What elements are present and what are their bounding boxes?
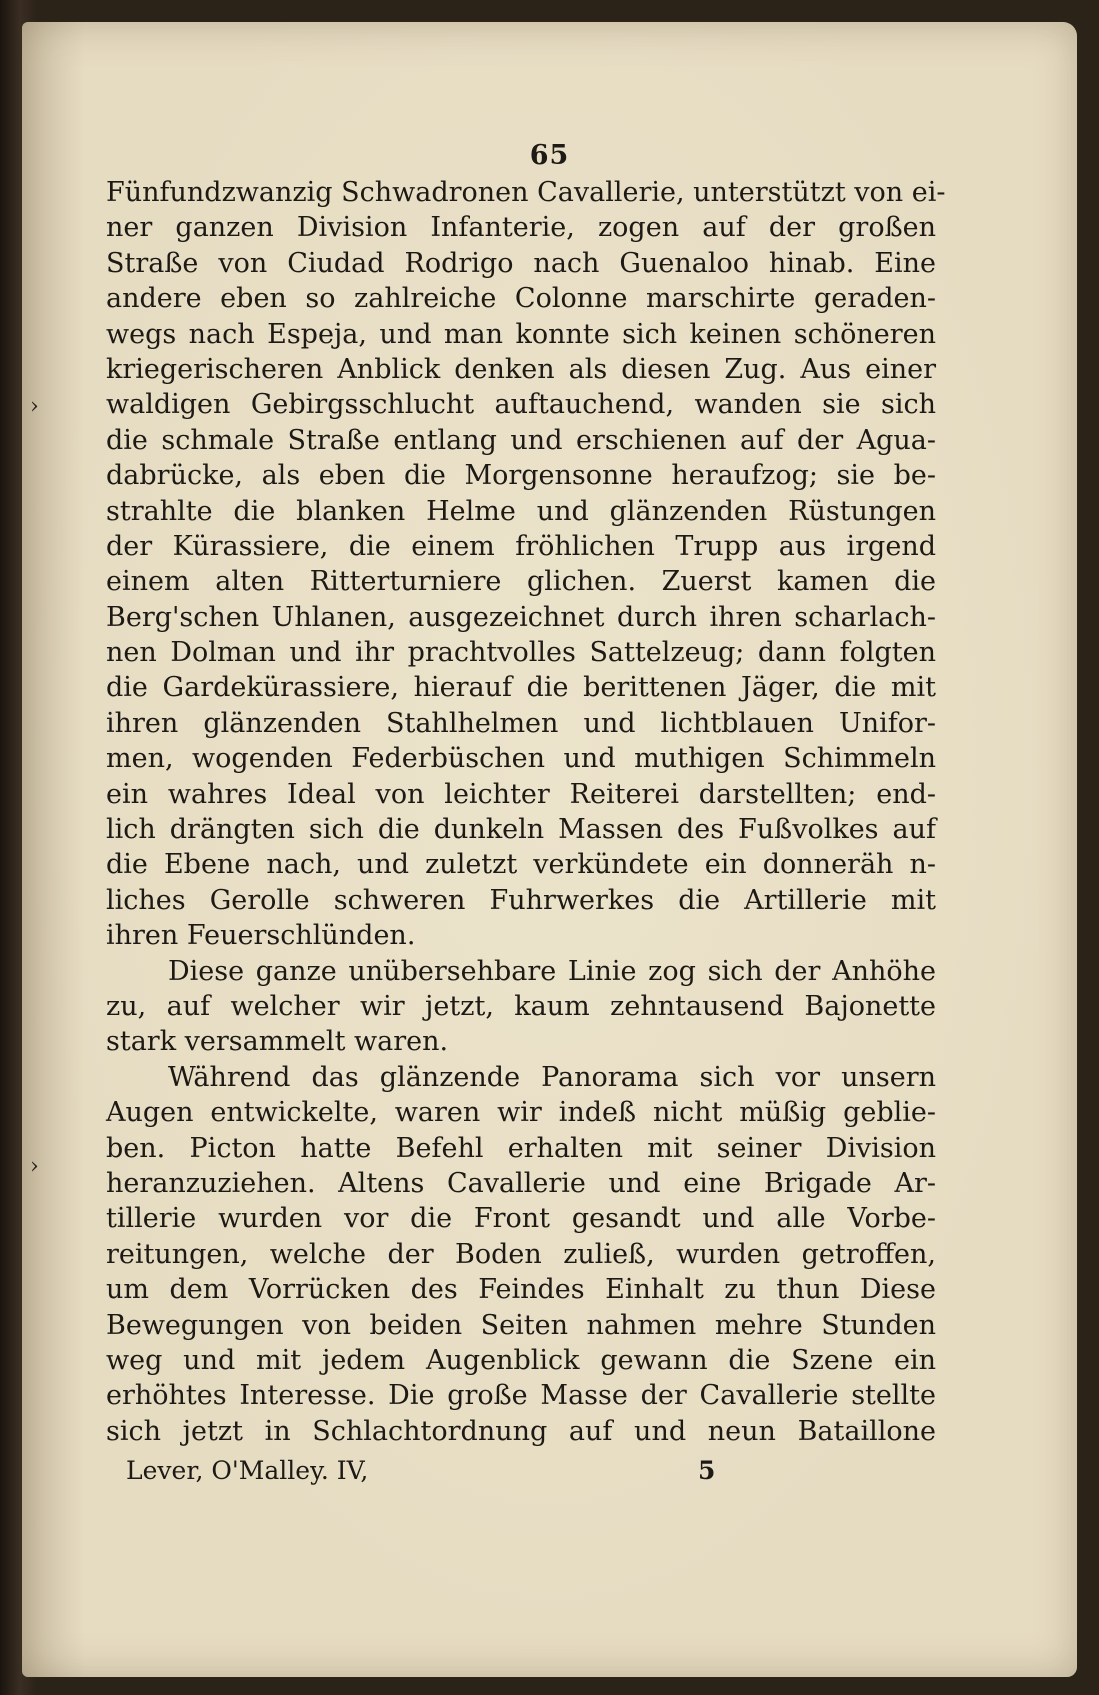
text-line: heranzuziehen. Altens Cavallerie und eine Brigade Ar-: [106, 1167, 936, 1199]
text-line: erhöhtes Interesse. Die große Masse der Cavallerie stellte: [106, 1380, 936, 1412]
text-line: zu, auf welcher wir jetzt, kaum zehntausend Bajonette: [106, 990, 936, 1022]
text-line: Diese ganze unübersehbare Linie zog sich der Anhöhe: [168, 955, 936, 987]
text-line: strahlte die blanken Helme und glänzenden Rüstungen: [106, 495, 936, 527]
book-page: [22, 22, 1077, 1677]
text-line: nen Dolman und ihr prachtvolles Sattelzeug; dann folgten: [106, 637, 936, 669]
text-line: lich drängten sich die dunkeln Massen des Fußvolkes auf: [106, 814, 936, 846]
text-line: Während das glänzende Panorama sich vor unsern: [168, 1061, 936, 1093]
text-line: kriegerischeren Anblick denken als diesen Zug. Aus einer: [106, 353, 936, 385]
text-line: waldigen Gebirgsschlucht auftauchend, wanden sie sich: [106, 389, 936, 421]
page-number: 65: [529, 140, 570, 171]
text-line: um dem Vorrücken des Feindes Einhalt zu thun Diese: [106, 1274, 936, 1306]
signature-line: Lever, O'Malley. IV,: [126, 1456, 369, 1485]
text-line: Bewegungen von beiden Seiten nahmen mehre Stunden: [106, 1309, 936, 1341]
text-line: einem alten Ritterturniere glichen. Zuerst kamen die: [106, 566, 936, 598]
text-line: reitungen, welche der Boden zuließ, wurden getroffen,: [106, 1238, 936, 1270]
text-line: die Ebene nach, und zuletzt verkündete ein donneräh n-: [106, 849, 936, 881]
text-line: Augen entwickelte, waren wir indeß nicht müßig geblie-: [106, 1097, 936, 1129]
text-line: der Kürassiere, die einem fröhlichen Trupp aus irgend: [106, 530, 936, 562]
text-line: andere eben so zahlreiche Colonne marschirte geraden-: [106, 283, 936, 315]
text-line: ihren glänzenden Stahlhelmen und lichtblauen Unifor-: [106, 707, 936, 739]
text-line: ner ganzen Division Infanterie, zogen auf der großen: [106, 212, 936, 244]
text-line: die schmale Straße entlang und erschienen auf der Agua-: [106, 424, 936, 456]
body-text: [106, 175, 946, 1449]
page-footer: [106, 1453, 946, 1489]
text-line: die Gardekürassiere, hierauf die berittenen Jäger, die mit: [106, 672, 936, 704]
text-line: sich jetzt in Schlachtordnung auf und neun Bataillone: [106, 1415, 936, 1447]
text-line: Fünfundzwanzig Schwadronen Cavallerie, unterstützt von ei-: [106, 177, 946, 208]
text-line: liches Gerolle schweren Fuhrwerkes die Artillerie mit: [106, 884, 936, 916]
text-line: tillerie wurden vor die Front gesandt und alle Vorbe-: [106, 1203, 936, 1235]
text-line: ben. Picton hatte Befehl erhalten mit seiner Division: [106, 1132, 936, 1164]
text-line: ihren Feuerschlünden.: [106, 920, 416, 952]
text-line: dabrücke, als eben die Morgensonne heraufzog; sie be-: [106, 460, 936, 492]
margin-arrow-icon: ›: [30, 394, 39, 419]
text-line: stark versammelt waren.: [106, 1026, 449, 1058]
margin-arrow-icon: ›: [30, 1154, 39, 1179]
text-line: Straße von Ciudad Rodrigo nach Guenaloo hinab. Eine: [106, 247, 936, 279]
text-line: ein wahres Ideal von leichter Reiterei darstellten; end-: [106, 778, 936, 810]
text-line: Berg'schen Uhlanen, ausgezeichnet durch ihren scharlach-: [106, 601, 936, 633]
sheet-number: 5: [698, 1456, 716, 1485]
text-line: men, wogenden Federbüschen und muthigen Schimmeln: [106, 743, 936, 775]
text-line: weg und mit jedem Augenblick gewann die Szene ein: [106, 1344, 936, 1376]
text-line: wegs nach Espeja, und man konnte sich keinen schöneren: [106, 318, 936, 350]
